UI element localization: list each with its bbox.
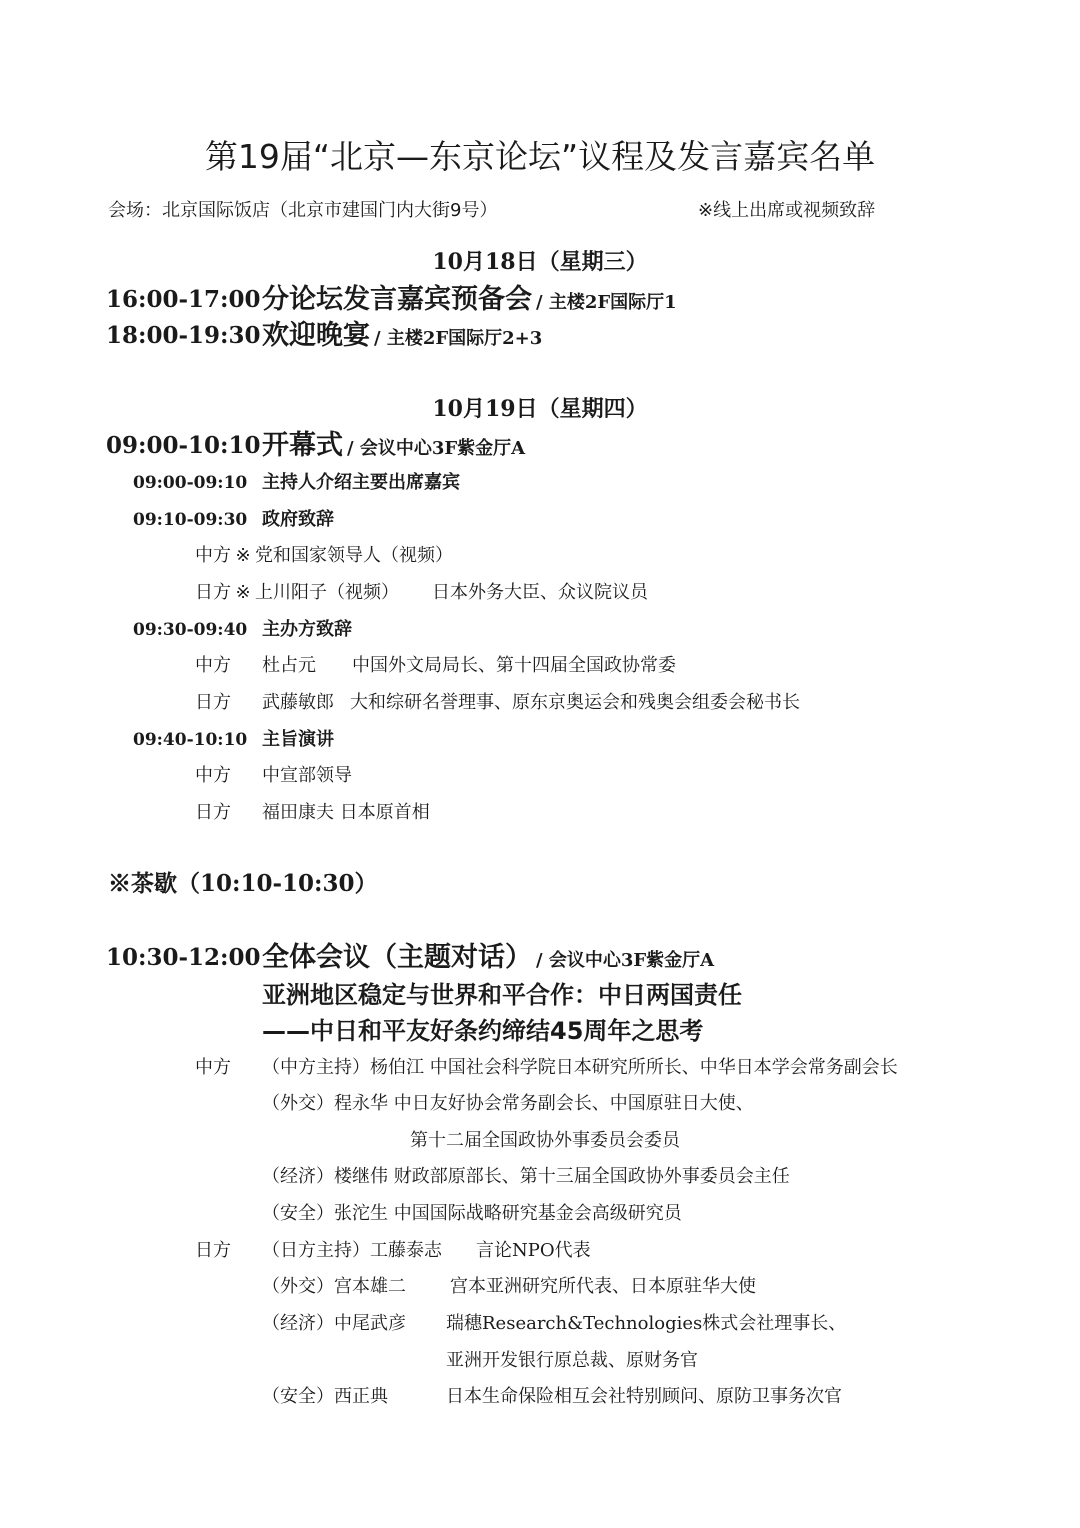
item-title: 主办方致辞	[262, 619, 352, 640]
plenary-theme: 亚洲地区稳定与世界和平合作：中日两国责任	[262, 981, 742, 1009]
panelist-role: （中方主持）	[262, 1057, 370, 1078]
panelist-line	[262, 1091, 754, 1117]
plenary-time: 10:30-12:00	[106, 944, 261, 971]
speaker-line	[195, 580, 399, 606]
speaker-name: 中宣部领导	[262, 765, 352, 786]
speaker-desc: 大和综研名誉理事、原东京奥运会和残奥会组委会秘书长	[350, 692, 800, 713]
side-label: 日方	[195, 802, 231, 823]
panelist-line	[262, 1274, 406, 1300]
speaker-line	[262, 800, 430, 826]
speaker-name: 党和国家领导人（视频）	[255, 545, 453, 566]
item-time: 09:10-09:30	[133, 510, 248, 530]
side-label: 中方	[195, 765, 231, 786]
panelist-desc: 瑞穗Research&Technologies株式会社理事长、	[446, 1313, 847, 1334]
day1-session-1-title	[262, 282, 677, 318]
panelist-desc: 中国社会科学院日本研究所所长、中华日本学会常务副会长	[429, 1057, 898, 1078]
side-label: 中方	[195, 655, 231, 676]
japan-side-label: 日方	[195, 1240, 231, 1261]
panelist-role: （经济）	[262, 1166, 334, 1187]
day2-date: 10月19日（星期四）	[432, 396, 648, 422]
day1-date: 10月18日（星期三）	[432, 249, 648, 275]
plenary-time-wrap	[106, 942, 261, 974]
page-title: 第19届“北京—东京论坛”议程及发言嘉宾名单	[204, 137, 876, 176]
plenary-title: 全体会议（主题对话）	[262, 942, 532, 973]
panelist-role: （外交）	[262, 1093, 334, 1114]
panelist-name: 杨伯江	[370, 1057, 424, 1078]
panelist-line	[262, 1164, 790, 1190]
item-time: 09:30-09:40	[133, 620, 248, 640]
opening-title: 开幕式	[262, 430, 343, 461]
opening-location: / 会议中心3F紫金厅A	[347, 438, 526, 459]
panelist-desc: 中日友好协会常务副会长、中国原驻日大使、	[393, 1093, 754, 1114]
panelist-line	[262, 1311, 406, 1337]
panelist-role: （经济）	[262, 1313, 334, 1334]
panelist-desc: 日本生命保险相互会社特别顾问、原防卫事务次官	[446, 1386, 842, 1407]
panelist-desc: 言论NPO代表	[476, 1240, 591, 1261]
day1-session-2-title	[262, 318, 542, 354]
side-label: 中方	[195, 545, 231, 566]
panelist-role: （日方主持）	[262, 1240, 370, 1261]
speaker-name: 上川阳子（视频）	[255, 582, 399, 603]
item-title: 主持人介绍主要出席嘉宾	[262, 472, 460, 493]
panelist-line	[262, 1201, 682, 1227]
opening-time-wrap	[106, 430, 261, 462]
panelist-desc: 财政部原部长、第十三届全国政协外事委员会主任	[393, 1166, 790, 1187]
day1-session-1	[106, 284, 261, 316]
mark: ※	[235, 545, 251, 566]
side-label: 日方	[195, 582, 231, 603]
speaker-name: 福田康夫	[262, 802, 334, 823]
panelist-name: 程永华	[334, 1093, 388, 1114]
panelist-line	[262, 1238, 442, 1264]
panelist-name: 楼继伟	[334, 1166, 388, 1187]
item-time: 09:40-10:10	[133, 730, 248, 750]
speaker-desc: 中国外文局局长、第十四届全国政协常委	[352, 655, 676, 676]
session-time: 18:00-19:30	[106, 322, 261, 349]
panelist-name: 工藤泰志	[370, 1240, 442, 1261]
panelist-name: 西正典	[334, 1386, 388, 1407]
item-title: 政府致辞	[262, 509, 334, 530]
speaker-name: 武藤敏郎	[262, 692, 334, 713]
session-location: / 主楼2F国际厅1	[536, 292, 677, 313]
panelist-line	[262, 1384, 388, 1410]
speaker-desc: 日本外务大臣、众议院议员	[432, 582, 648, 603]
china-side-label: 中方	[195, 1057, 231, 1078]
venue-text: 会场：北京国际饭店（北京市建国门内大街9号）	[108, 200, 498, 221]
plenary-title-wrap	[262, 940, 714, 976]
panelist-name: 张沱生	[334, 1203, 388, 1224]
plenary-location: / 会议中心3F紫金厅A	[536, 950, 715, 971]
day1-session-2	[106, 320, 261, 352]
session-title: 欢迎晚宴	[262, 320, 370, 351]
online-note: ※线上出席或视频致辞	[698, 200, 876, 221]
tea-break: ※茶歇（10:10-10:30）	[108, 870, 378, 897]
panelist-role: （外交）	[262, 1276, 334, 1297]
panelist-desc: 中国国际战略研究基金会高级研究员	[393, 1203, 682, 1224]
mark: ※	[235, 582, 251, 603]
panelist-desc-cont: 亚洲开发银行原总裁、原财务官	[446, 1350, 698, 1371]
item-time: 09:00-09:10	[133, 473, 248, 493]
item-title: 主旨演讲	[262, 729, 334, 750]
panelist-role: （安全）	[262, 1203, 334, 1224]
panelist-desc: 宫本亚洲研究所代表、日本原驻华大使	[450, 1276, 756, 1297]
opening-title-wrap	[262, 428, 525, 464]
session-title: 分论坛发言嘉宾预备会	[262, 284, 532, 315]
session-location: / 主楼2F国际厅2+3	[374, 328, 543, 349]
panelist-desc-cont: 第十二届全国政协外事委员会委员	[410, 1130, 680, 1151]
panelist-name: 中尾武彦	[334, 1313, 406, 1334]
speaker-line	[195, 543, 453, 569]
plenary-subtheme: ——中日和平友好条约缔结45周年之思考	[262, 1017, 704, 1045]
panelist-line	[262, 1055, 898, 1081]
session-time: 16:00-17:00	[106, 286, 261, 313]
panelist-role: （安全）	[262, 1386, 334, 1407]
panelist-name: 宫本雄二	[334, 1276, 406, 1297]
opening-time: 09:00-10:10	[106, 432, 261, 459]
speaker-name: 杜占元	[262, 655, 316, 676]
speaker-desc: 日本原首相	[339, 802, 430, 823]
side-label: 日方	[195, 692, 231, 713]
